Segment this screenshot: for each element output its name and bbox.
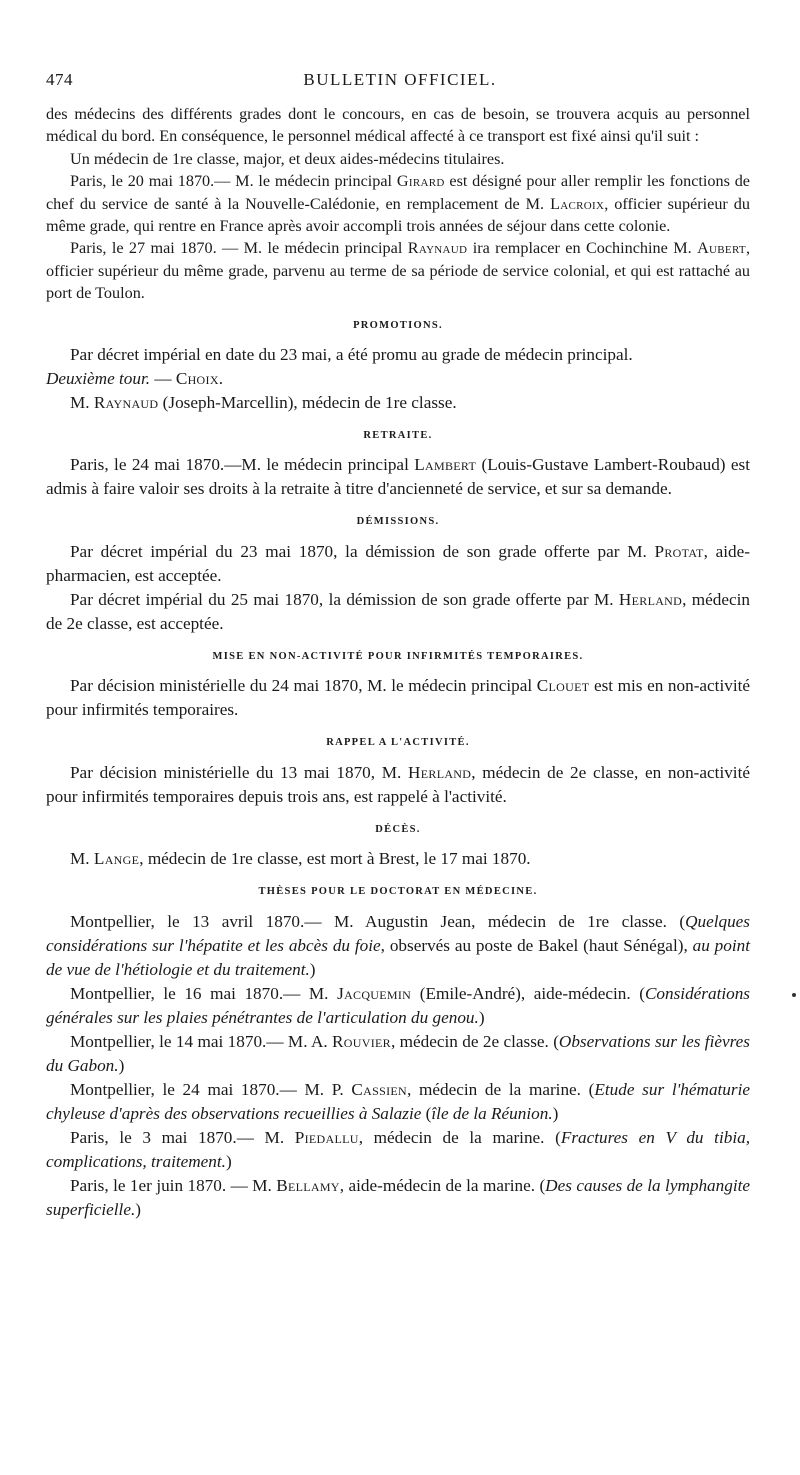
demissions-paragraph-2: Par décret impérial du 25 mai 1870, la démission de son grade offerte par M. Herland, médecin de 2e classe, est acceptée. xyxy=(46,589,750,633)
surname: Cassien xyxy=(351,1079,407,1099)
these-entry-2: Montpellier, le 16 mai 1870.— M. Jacquemin (Emile-André), aide-médecin. (Considérations générales sur les plaies pénétrantes de l'articulation du genou.) xyxy=(46,983,750,1027)
promotions-tour: Deuxième tour. — Choix. xyxy=(46,369,224,389)
demissions-paragraph-1: Par décret impérial du 23 mai 1870, la démission de son grade offerte par M. Protat, aide-pharmacien, est acceptée. xyxy=(46,541,750,585)
deces-paragraph: M. Lange, médecin de 1re classe, est mort à Brest, le 17 mai 1870. xyxy=(70,849,531,869)
section-heading-demissions: DÉMISSIONS. xyxy=(356,516,440,528)
running-title: BULLETIN OFFICIEL. xyxy=(303,70,497,89)
these-entry-1: Montpellier, le 13 avril 1870.— M. Augustin Jean, médecin de 1re classe. (Quelques considérations sur l'hépatite et les abcès du foie, observés au poste de Bakel (haut Sénégal), au point de vue de l'hétiologie et du traitement.) xyxy=(46,911,750,979)
section-heading-rappel: RAPPEL A L'ACTIVITÉ. xyxy=(326,737,470,749)
surname: Lange xyxy=(93,849,140,869)
surname: Herland xyxy=(408,762,472,782)
intro-paragraph-2: Un médecin de 1re classe, major, et deux aides-médecins titulaires. xyxy=(70,149,505,168)
section-heading-theses: THÈSES POUR LE DOCTORAT EN MÉDECINE. xyxy=(258,886,538,898)
surname: Raynaud xyxy=(407,239,468,258)
surname: Raynaud xyxy=(93,393,159,413)
page-body xyxy=(46,103,750,1222)
non-activite-paragraph: Par décision ministérielle du 24 mai 1870, M. le médecin principal Clouet est mis en non-activité pour infirmités temporaires. xyxy=(46,676,750,720)
surname: Clouet xyxy=(536,676,590,696)
surname: Herland xyxy=(618,589,683,609)
surname: Aubert xyxy=(697,239,746,258)
surname: Lacroix xyxy=(550,194,605,213)
surname: Protat xyxy=(654,541,704,561)
page-header xyxy=(46,70,754,96)
retraite-paragraph: Paris, le 24 mai 1870.—M. le médecin principal Lambert (Louis-Gustave Lambert-Roubaud) est admis à faire valoir ses droits à la retraite à titre d'ancienneté de service, et sur sa demande. xyxy=(46,455,750,499)
promotions-name: M. Raynaud (Joseph-Marcellin), médecin de 1re classe. xyxy=(70,393,457,413)
surname: Girard xyxy=(396,172,445,191)
rappel-paragraph: Par décision ministérielle du 13 mai 1870, M. Herland, médecin de 2e classe, en non-activité pour infirmités temporaires depuis trois ans, est rappelé à l'activité. xyxy=(46,762,750,806)
section-heading-non-activite: MISE EN NON-ACTIVITÉ POUR INFIRMITÉS TEMPORAIRES. xyxy=(212,650,584,662)
surname: Jacquemin xyxy=(337,983,412,1003)
page-number: 474 xyxy=(46,70,73,89)
intro-paragraph-1: des médecins des différents grades dont le concours, en cas de besoin, se trouvera acquis au personnel médical du bord. En conséquence, le personnel médical affecté à ce transport est fixé ainsi qu'il suit : xyxy=(46,105,750,146)
section-heading-deces: DÉCÈS. xyxy=(375,823,421,835)
these-entry-4: Montpellier, le 24 mai 1870.— M. P. Cassien, médecin de la marine. (Etude sur l'hématurie chyleuse d'après des observations recueillies à Salazie (île de la Réunion.) xyxy=(46,1079,750,1123)
margin-speck xyxy=(792,993,796,997)
these-entry-5: Paris, le 3 mai 1870.— M. Piedallu, médecin de la marine. (Fractures en V du tibia, complications, traitement.) xyxy=(46,1127,750,1171)
promotions-paragraph: Par décret impérial en date du 23 mai, a été promu au grade de médecin principal. xyxy=(70,345,633,365)
surname: Rouvier xyxy=(332,1031,391,1051)
section-heading-promotions: PROMOTIONS. xyxy=(353,319,443,331)
section-heading-retraite: RETRAITE. xyxy=(363,430,433,442)
surname: Bellamy xyxy=(276,1175,340,1195)
surname: Lambert xyxy=(414,455,477,475)
these-entry-6: Paris, le 1er juin 1870. — M. Bellamy, aide-médecin de la marine. (Des causes de la lymphangite superficielle.) xyxy=(46,1175,751,1219)
intro-paragraph-3: Paris, le 20 mai 1870.— M. le médecin principal Girard est désigné pour aller remplir les fonctions de chef du service de santé à la Nouvelle-Calédonie, en remplacement de M. Lacroix, officier supérieur du même grade, qui rentre en France après avoir accompli trois années de séjour dans cette colonie. xyxy=(46,172,750,236)
these-entry-3: Montpellier, le 14 mai 1870.— M. A. Rouvier, médecin de 2e classe. (Observations sur les fièvres du Gabon.) xyxy=(46,1031,750,1075)
surname: Piedallu xyxy=(294,1127,359,1147)
intro-paragraph-4: Paris, le 27 mai 1870. — M. le médecin principal Raynaud ira remplacer en Cochinchine M. Aubert, officier supérieur du même grade, parvenu au terme de sa période de service colonial, et qui est rattaché au port de Toulon. xyxy=(46,239,750,303)
